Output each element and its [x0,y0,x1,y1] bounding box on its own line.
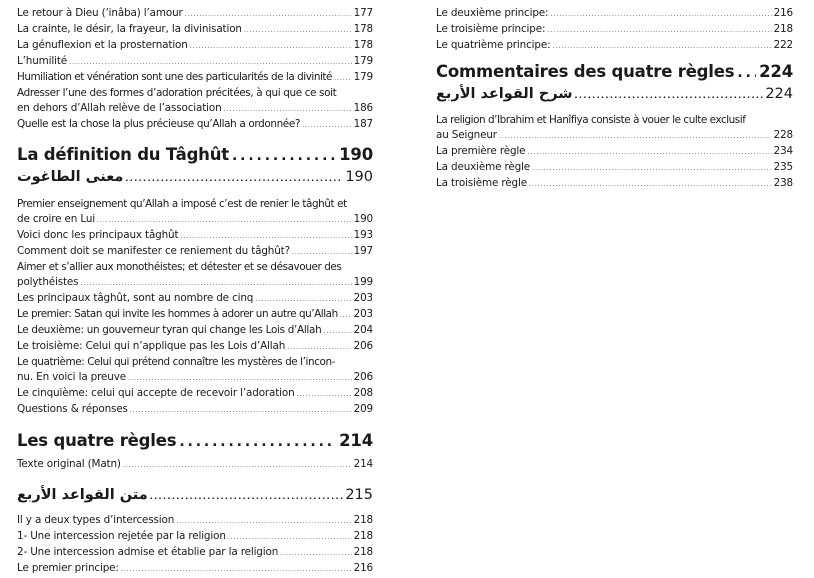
dot-leader [224,101,352,117]
arabic-page: 224 [765,86,793,102]
dot-leader [130,402,352,418]
dot-leader [287,339,351,355]
toc-entry[interactable] [17,307,373,323]
toc-entry-title: Le quatrième principe: [436,39,551,51]
toc-entry[interactable] [436,160,793,176]
toc-entry-title: Il y a deux types d’intercession [17,514,175,526]
toc-entry-line1: Premier enseignement qu’Allah a imposé c’est de renier le tâghût et [17,198,347,210]
dot-leader [232,144,336,167]
toc-entry-page: 216 [353,562,373,574]
toc-entry-title: Le retour à Dieu (’inâba) l’amour [17,7,183,19]
toc-entry[interactable] [17,117,373,133]
dot-leader [323,323,351,339]
dot-leader [529,176,772,192]
toc-entry-title: L’humilité [17,55,68,67]
arabic-heading-taghut[interactable] [17,167,373,189]
dot-leader [574,84,763,106]
toc-entry-title: Texte original (Matn) [17,458,121,470]
toc-entry-page: 197 [353,245,373,257]
toc-entry[interactable] [436,144,793,160]
toc-entry-page: 216 [773,7,793,19]
dot-leader [123,457,352,473]
dot-leader [179,430,336,453]
dot-leader [80,275,351,291]
dot-leader [340,307,352,323]
section-title: La définition du Tâghût [17,145,229,164]
arabic-heading-commentary[interactable] [436,84,793,106]
toc-entry[interactable] [436,22,793,38]
toc-entry-title: Quelle est la chose la plus précieuse qu’Allah a ordonnée? [17,118,301,130]
dot-leader [527,144,771,160]
dot-leader [550,6,771,22]
toc-entry-page: 177 [353,7,373,19]
toc-entry[interactable] [17,545,373,561]
toc-entry-page: 209 [353,403,373,415]
dot-leader [128,370,352,386]
toc-entry-title: Humiliation et vénération sont une des particularités de la divinité [17,71,332,83]
section-heading-commentary[interactable] [436,61,793,84]
toc-entry-title: La crainte, le désir, la frayeur, la divinisation [17,23,242,35]
toc-entry[interactable] [17,457,373,473]
toc-entry-title: Comment doit se manifester ce reniement du tâghût? [17,245,290,257]
toc-entry-title: Le deuxième: un gouverneur tyran qui change les Lois d’Allah [17,324,322,336]
toc-entry[interactable] [436,128,793,144]
dot-leader [244,22,352,38]
toc-entry[interactable] [17,529,373,545]
toc-entry-page: 228 [773,129,793,141]
toc-entry-page: 218 [353,546,373,558]
toc-entry-title: Le premier principe: [17,562,119,574]
toc-entry[interactable] [436,6,793,22]
toc-entry-page: 218 [773,23,793,35]
toc-entry-page: 186 [353,102,373,114]
toc-entry-line1: Adresser l’une des formes d’adoration précitées, à qui que ce soit [17,87,337,99]
section-page: 190 [339,145,373,164]
toc-entry[interactable] [17,323,373,339]
section-page: 224 [759,62,793,81]
toc-entry-line1: La religion d’Ibrahim et Hanîfiya consiste à vouer le culte exclusif [436,114,746,126]
toc-entry-page: 222 [773,39,793,51]
toc-entry-title: Le premier: Satan qui invite les hommes à adorer un autre qu’Allah [17,308,338,320]
toc-entry[interactable] [17,54,373,70]
toc-entry-page: 178 [353,23,373,35]
toc-entry[interactable] [17,402,373,418]
toc-entry-page: 179 [353,71,373,83]
toc-entry-title: de croire en Lui [17,213,95,225]
toc-entry-page: 218 [353,530,373,542]
toc-entry[interactable] [17,370,373,386]
section-heading-taghut[interactable] [17,144,373,167]
toc-entry-title: La génuflexion et la prosternation [17,39,188,51]
toc-right-column [436,6,793,192]
toc-entry[interactable] [17,561,373,577]
dot-leader [121,561,352,577]
dot-leader [292,244,352,260]
toc-entry-title: Le troisième: Celui qui n’applique pas les Lois d’Allah [17,340,286,352]
toc-entry-title: 2- Une intercession admise et établie par la religion [17,546,279,558]
toc-entry[interactable] [17,386,373,402]
toc-entry-page: 208 [353,387,373,399]
dot-leader [737,61,756,84]
toc-entry[interactable] [17,212,373,228]
dot-leader [190,38,352,54]
dot-leader [499,128,772,144]
dot-leader [185,6,352,22]
toc-entry[interactable] [436,176,793,192]
toc-entry[interactable] [17,70,373,86]
toc-entry[interactable] [17,275,373,291]
toc-entry-page: 203 [353,292,373,304]
toc-entry[interactable] [17,101,373,117]
dot-leader [255,291,351,307]
toc-entry-title: Le deuxième principe: [436,7,549,19]
toc-entry-line1: Le quatrième: Celui qui prétend connaître les mystères de l’incon- [17,356,336,368]
toc-entry-title: Le cinquième: celui qui accepte de recevoir l’adoration [17,387,295,399]
arabic-title: شرح القواعد الأربع [436,86,573,102]
toc-entry[interactable] [17,38,373,54]
toc-entry-page: 238 [773,177,793,189]
toc-entry-page: 193 [353,229,373,241]
toc-entry-page: 179 [353,55,373,67]
toc-entry-title: La première règle [436,145,526,157]
toc-entry-page: 203 [353,308,373,320]
toc-entry-title: La deuxième règle [436,161,531,173]
toc-entry[interactable] [17,513,373,529]
toc-entry-title: Questions & réponses [17,403,128,415]
toc-entry-title: Voici donc les principaux tâghût [17,229,179,241]
dot-leader [97,212,352,228]
toc-entry[interactable] [17,291,373,307]
dot-leader [334,70,352,86]
arabic-page: 215 [345,487,373,503]
dot-leader [297,386,352,402]
toc-entry-title: 1- Une intercession rejetée par la religion [17,530,226,542]
section-page: 214 [339,431,373,450]
toc-entry-title: polythéistes [17,276,79,288]
arabic-page: 190 [345,169,373,185]
toc-entry-title: Le troisième principe: [436,23,546,35]
toc-entry-page: 206 [353,371,373,383]
dot-leader [125,167,343,189]
dot-leader [176,513,351,529]
dot-leader [280,545,351,561]
dot-leader [180,228,351,244]
toc-entry-page: 199 [353,276,373,288]
toc-entry[interactable] [17,244,373,260]
dot-leader [228,529,352,545]
section-title: Commentaires des quatre règles [436,62,735,81]
toc-entry-title: La troisième règle [436,177,527,189]
toc-entry[interactable] [436,38,793,54]
toc-entry-page: 218 [353,514,373,526]
toc-entry-title: nu. En voici la preuve [17,371,126,383]
arabic-title: معنى الطاغوت [17,169,124,185]
toc-entry-page: 206 [353,340,373,352]
toc-entry[interactable] [17,22,373,38]
dot-leader [69,54,352,70]
dot-leader [150,485,344,507]
toc-entry-page: 187 [353,118,373,130]
toc-left-column [17,6,373,577]
toc-entry-line1: Aimer et s’allier aux monothéistes; et détester et se désavouer des [17,261,342,273]
toc-entry[interactable] [17,339,373,355]
arabic-title: متن القواعد الأربع [17,487,148,503]
section-title: Les quatre règles [17,431,177,450]
dot-leader [302,117,352,133]
toc-entry-page: 234 [773,145,793,157]
dot-leader [532,160,772,176]
toc-entry[interactable] [17,228,373,244]
dot-leader [552,38,771,54]
toc-entry-title: en dehors d’Allah relève de l’association [17,102,222,114]
toc-entry-page: 214 [353,458,373,470]
toc-entry-title: Les principaux tâghût, sont au nombre de cinq [17,292,254,304]
section-heading-rules[interactable] [17,430,373,453]
dot-leader [547,22,771,38]
toc-entry-page: 235 [773,161,793,173]
toc-entry-title: au Seigneur [436,129,497,141]
toc-entry[interactable] [17,6,373,22]
toc-entry-page: 178 [353,39,373,51]
arabic-heading-matn[interactable] [17,485,373,507]
toc-entry-page: 190 [353,213,373,225]
toc-entry-page: 204 [353,324,373,336]
